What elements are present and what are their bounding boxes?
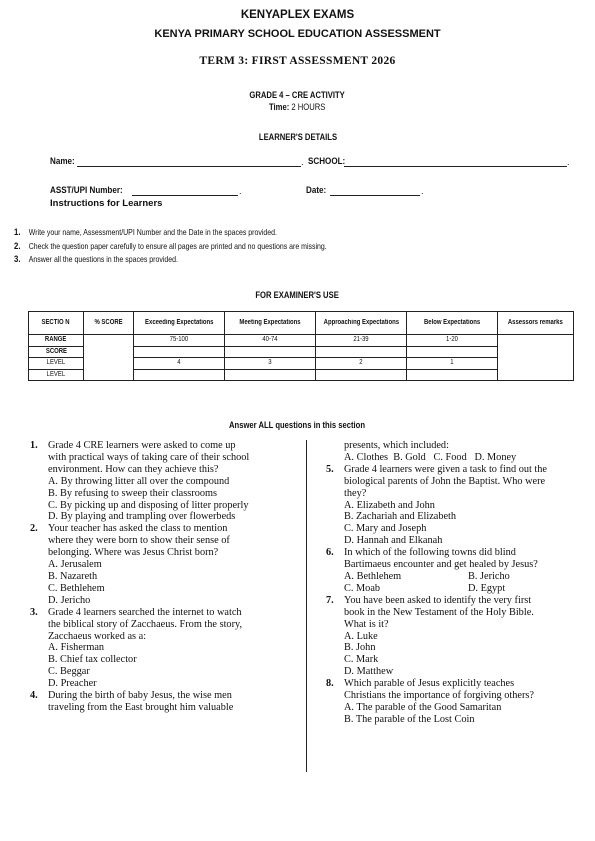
- option[interactable]: A. Bethlehem: [344, 570, 402, 582]
- upi-label: ASST/UPI Number:: [50, 185, 123, 196]
- option[interactable]: B. By refusing to sweep their classrooms: [48, 487, 218, 499]
- option[interactable]: C. Mark: [344, 654, 379, 666]
- date-label: Date:: [306, 185, 327, 196]
- header-approaching: Approaching Expectations: [316, 312, 407, 335]
- remarks-cell[interactable]: [498, 335, 574, 381]
- option[interactable]: D. Hannah and Elkanah: [344, 535, 443, 547]
- table-row: SCORE: [29, 346, 574, 358]
- table-row: LEVEL: [29, 369, 574, 381]
- option[interactable]: B. Jericho: [468, 570, 510, 582]
- upi-field[interactable]: [132, 195, 238, 196]
- header-score: % SCORE: [84, 312, 134, 335]
- table-row: RANGE 75-100 40-74 21-39 1-20: [29, 335, 574, 347]
- instructions-list: [14, 226, 574, 267]
- option[interactable]: D. Matthew: [344, 666, 394, 678]
- assessment-title: KENYA PRIMARY SCHOOL EDUCATION ASSESSMENT: [154, 28, 441, 40]
- score-cell[interactable]: [84, 335, 134, 381]
- option[interactable]: A. By throwing litter all over the compound: [48, 475, 230, 487]
- option[interactable]: C. Mary and Joseph: [344, 523, 427, 535]
- option[interactable]: C. Moab: [344, 582, 381, 594]
- time-line: [0, 97, 595, 115]
- option[interactable]: C. Beggar: [48, 666, 90, 678]
- option[interactable]: D. By playing and trampling over flowerbeds: [48, 511, 236, 523]
- question-5: 5. Grade 4 learners were given a task to find out the biological parents of John the Baptist. Who were they? A. Elizabeth and John B. Zachariah and Elizabeth C. Mary and Joseph D. Hannah and Elkanah: [326, 464, 588, 547]
- time-value: 2 HOURS: [291, 102, 326, 112]
- option[interactable]: C. Bethlehem: [48, 582, 105, 594]
- question-3: 3. Grade 4 learners searched the internet to watch the biblical story of Zacchaeus. From the story, Zacchaeus worked as a: A. Fisherman B. Chief tax collector C. Beggar D. Preacher: [30, 607, 302, 690]
- question-4: 4. During the birth of baby Jesus, the wise men traveling from the East brought him valuable: [30, 690, 234, 713]
- option[interactable]: B. Chief tax collector: [48, 654, 137, 666]
- examiner-title-wrap: [0, 285, 595, 303]
- date-field[interactable]: [330, 195, 420, 196]
- option[interactable]: B. John: [344, 642, 376, 654]
- questions-right-column: [326, 440, 588, 726]
- option[interactable]: A. Luke: [344, 630, 378, 642]
- questions-left-column: [30, 440, 302, 714]
- option[interactable]: D. Jericho: [48, 594, 91, 606]
- header-below: Below Expectations: [407, 312, 498, 335]
- learner-details-wrap: [0, 127, 595, 145]
- header-meeting: Meeting Expectations: [225, 312, 316, 335]
- table-header-row: [29, 312, 574, 335]
- option[interactable]: B. The parable of the Lost Coin: [344, 713, 475, 725]
- question-1: 1. Grade 4 CRE learners were asked to come up with practical ways of taking care of their school environment. How can they achieve this? A. By throwing litter all over the compound B. By refusing to sweep their classrooms C. By picking up and disposing of litter properly D. By playing and trampling over flowerbeds: [30, 440, 302, 523]
- name-label: Name:: [50, 156, 75, 167]
- examiner-title: FOR EXAMINER'S USE: [255, 290, 340, 300]
- question-6: 6. In which of the following towns did blind Bartimaeus encounter and get healed by Jesus? A. Bethlehem B. Jericho C. Moab D. Egypt: [326, 547, 538, 594]
- header-exceeding: Exceeding Expectations: [134, 312, 225, 335]
- question-8: 8. Which parable of Jesus explicitly teaches Christians the importance of forgiving others? A. The parable of the Good Samaritan B. The parable of the Lost Coin: [326, 678, 588, 726]
- option[interactable]: D. Preacher: [48, 678, 97, 690]
- option[interactable]: A. Fisherman: [48, 642, 105, 654]
- school-label: SCHOOL:: [308, 156, 346, 167]
- option[interactable]: A. Elizabeth and John: [344, 499, 435, 511]
- header-remarks: Assessors remarks: [498, 312, 574, 335]
- section-title: Answer ALL questions in this section: [229, 420, 366, 430]
- grade-title: GRADE 4 – CRE ACTIVITY: [249, 90, 346, 100]
- question-7: 7. You have been asked to identify the very first book in the New Testament of the Holy Bible. What is it? A. Luke B. John C. Mark D. Matthew: [326, 595, 588, 678]
- instruction-item: 3. Answer all the questions in the spaces provided.: [14, 254, 178, 265]
- examiner-table: [28, 311, 574, 381]
- instructions-title: Instructions for Learners: [50, 198, 163, 209]
- option[interactable]: B. Zachariah and Elizabeth: [344, 511, 457, 523]
- column-divider: [306, 440, 307, 772]
- option-row[interactable]: A. Clothes B. Gold C. Food D. Money: [344, 451, 517, 463]
- time-label: Time:: [269, 102, 290, 112]
- school-field[interactable]: [344, 166, 567, 167]
- option[interactable]: C. By picking up and disposing of litter properly: [48, 499, 249, 511]
- option[interactable]: B. Nazareth: [48, 570, 98, 582]
- header-section: SECTIO N: [29, 312, 84, 335]
- learner-details-title: LEARNER'S DETAILS: [258, 132, 337, 142]
- table-row: LEVEL 4 3 2 1: [29, 358, 574, 370]
- question-4-continued: presents, which included: A. Clothes B. Gold C. Food D. Money: [326, 440, 588, 464]
- instruction-item: 2. Check the question paper carefully to ensure all pages are printed and no questions are missing.: [14, 240, 327, 252]
- option[interactable]: A. Jerusalem: [48, 559, 102, 571]
- option[interactable]: A. The parable of the Good Samaritan: [344, 701, 502, 713]
- org-title: KENYAPLEX EXAMS: [240, 9, 355, 21]
- name-field[interactable]: [77, 166, 301, 167]
- instruction-item: 1. Write your name, Assessment/UPI Number and the Date in the spaces provided.: [14, 227, 277, 238]
- question-2: 2. Your teacher has asked the class to mention where they were born to show their sense of belonging. Where was Jesus Christ born? A. Jerusalem B. Nazareth C. Bethlehem D. Jericho: [30, 523, 302, 606]
- option[interactable]: D. Egypt: [468, 582, 506, 594]
- term-title: TERM 3: FIRST ASSESSMENT 2026: [199, 55, 396, 67]
- section-title-wrap: [0, 415, 595, 433]
